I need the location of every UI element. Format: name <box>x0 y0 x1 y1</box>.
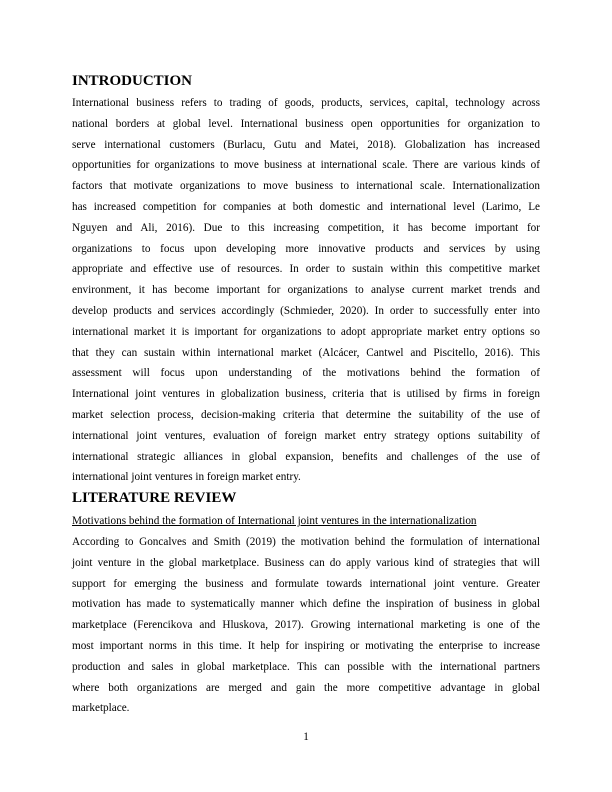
paragraph-line: international joint ventures, evaluation of foreign market entry strategy options suitability of <box>72 429 540 442</box>
paragraph-line: opportunities for organizations to move business at international scale. There are various kinds of <box>72 159 540 172</box>
paragraph-line: develop products and services accordingly (Schmieder, 2020). In order to successfully enter into <box>72 304 540 317</box>
paragraph-line: most important norms in this time. It help for inspiring or motivating the enterprise to increase <box>72 639 540 652</box>
paragraph-line: marketplace. <box>72 702 130 715</box>
paragraph-line: assessment will focus upon understanding of the motivations behind the formation of <box>72 367 540 380</box>
paragraph-line: where both organizations are merged and gain the more competitive advantage in global <box>72 681 540 694</box>
paragraph-line: serve international customers (Burlacu, Gutu and Matei, 2018). Globalization has increased <box>72 138 540 151</box>
paragraph-line: International business refers to trading of goods, products, services, capital, technology across <box>72 97 540 109</box>
paragraph-line: environment, it has become important for organizations to analyse current market trends and <box>72 284 540 297</box>
literature-review-heading: LITERATURE REVIEW <box>72 490 237 506</box>
paragraph-line: national borders at global level. International business open opportunities for organization to <box>72 117 540 130</box>
paragraph-line: International joint ventures in globalization business, criteria that is utilised by firms in foreign <box>72 388 540 401</box>
paragraph-line: appropriate and effective use of resources. In order to sustain within this competitive market <box>72 263 540 276</box>
paragraph-line: motivation has made to systematically manner which define the inspiration of business in global <box>72 598 540 611</box>
paragraph-line: international strategic alliances in global expansion, benefits and challenges of the use of <box>72 450 540 463</box>
paragraph-line: marketplace (Ferencikova and Hluskova, 2017). Growing international marketing is one of the <box>72 619 540 632</box>
paragraph-line: that they can sustain within international market (Alcácer, Cantwel and Piscitello, 2016). This <box>72 346 540 359</box>
literature-subheading: Motivations behind the formation of International joint ventures in the internationalization <box>72 515 477 527</box>
introduction-paragraph <box>72 93 540 488</box>
paragraph-line: production and sales in global marketplace. This can possible with the international partners <box>72 660 540 673</box>
paragraph-line: international market it is important for organizations to adopt appropriate market entry options so <box>72 325 540 338</box>
paragraph-line: joint venture in the global marketplace. Business can do apply various kind of strategies that will <box>72 556 540 569</box>
paragraph-line: international joint ventures in foreign market entry. <box>72 471 301 484</box>
paragraph-line: market selection process, decision-making criteria that determine the suitability of the use of <box>72 408 540 421</box>
page-number: 1 <box>303 731 309 743</box>
paragraph-line: factors that motivate organizations to move business to international scale. Internationalization <box>72 180 540 193</box>
paragraph-line: According to Goncalves and Smith (2019) the motivation behind the formulation of international <box>72 536 540 548</box>
introduction-heading: INTRODUCTION <box>72 73 193 89</box>
literature-paragraph <box>72 532 540 719</box>
paragraph-line: support for emerging the business and formulate towards international joint venture. Greater <box>72 577 540 590</box>
paragraph-line: Nguyen and Ali, 2016). Due to this increasing competition, it has become important for <box>72 221 540 234</box>
paragraph-line: organizations to focus upon developing more innovative products and services by using <box>72 242 540 255</box>
paragraph-line: has increased competition for companies at both domestic and international level (Larimo, Le <box>72 200 540 213</box>
